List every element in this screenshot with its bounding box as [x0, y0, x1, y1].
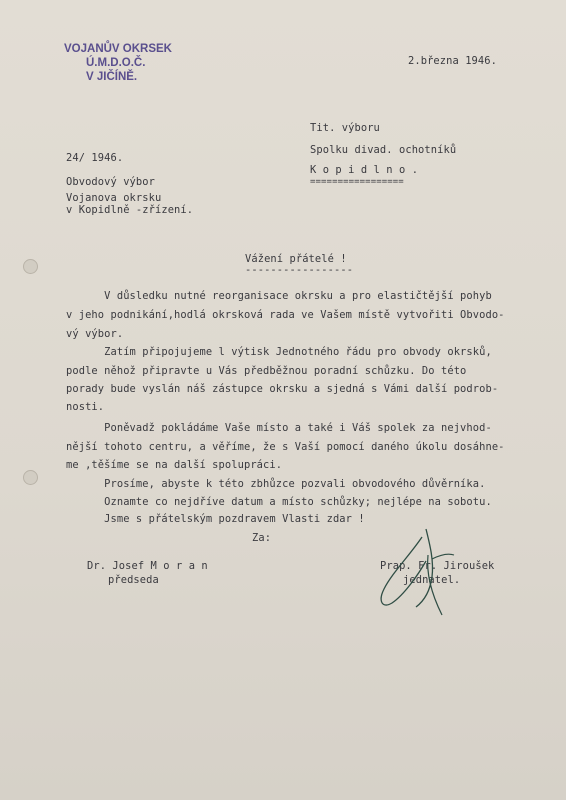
punch-hole-top — [23, 259, 38, 274]
signatory-right-name: Prap. Fr. Jiroušek — [380, 560, 495, 572]
stamp-line-3: V JIČÍNĚ. — [86, 71, 138, 83]
recipient-line-1: Tit. výboru — [310, 122, 380, 134]
letter-date: 2.března 1946. — [408, 55, 497, 67]
letterhead-stamp — [64, 42, 172, 84]
body-line: me ,těšíme se na další spolupráci. — [66, 459, 283, 471]
body-line: V důsledku nutné reorganisace okrsku a pro elastičtější pohyb — [66, 290, 492, 302]
body-line: vý výbor. — [66, 328, 124, 340]
signatory-left-role: předseda — [108, 574, 159, 586]
body-line: Zatím připojujeme l výtisk Jednotného řádu pro obvody okrsků, — [66, 346, 492, 358]
signatory-left-name: Dr. Josef M o r a n — [87, 560, 208, 572]
stamp-line-2: Ú.M.D.O.Č. — [86, 57, 146, 69]
recipient-line-3: K o p i d l n o . — [310, 164, 419, 176]
closing: Za: — [252, 532, 272, 544]
reference-line-3: v Kopidlně -zřízení. — [66, 204, 194, 216]
body-line: v jeho podnikání,hodlá okrsková rada ve Vašem místě vytvořiti Obvodo- — [66, 309, 505, 321]
stamp-line-1: VOJANŮV OKRSEK — [64, 43, 172, 55]
signatory-right-role: jednatel. — [403, 574, 461, 586]
reference-line-2: Vojanova okrsku — [66, 192, 162, 204]
reference-number: 24/ 1946. — [66, 152, 124, 164]
recipient-line-2: Spolku divad. ochotníků — [310, 144, 457, 156]
handwritten-signature — [370, 525, 460, 620]
salutation-underline: ----------------- — [245, 264, 354, 276]
body-line: nosti. — [66, 401, 105, 413]
body-line: Poněvadž pokládáme Vaše místo a také i Váš spolek za nejvhod- — [66, 422, 492, 434]
punch-hole-bottom — [23, 470, 38, 485]
reference-line-1: Obvodový výbor — [66, 176, 155, 188]
body-line: podle něhož připravte u Vás předběžnou poradní schůzku. Do této — [66, 365, 467, 377]
body-line: nější tohoto centru, a věříme, že s Vaší pomocí daného úkolu dosáhne- — [66, 441, 505, 453]
body-line: porady bude vyslán náš zástupce okrsku a sjedná s Vámi další podrob- — [66, 383, 499, 395]
body-line: Oznamte co nejdříve datum a místo schůzky; nejlépe na sobotu. — [66, 496, 492, 508]
body-line: Jsme s přátelským pozdravem Vlasti zdar ! — [66, 513, 365, 525]
recipient-underline: ================= — [310, 177, 404, 187]
salutation: Vážení přátelé ! — [245, 253, 347, 265]
body-line: Prosíme, abyste k této zbhůzce pozvali obvodového důvěrníka. — [66, 478, 486, 490]
